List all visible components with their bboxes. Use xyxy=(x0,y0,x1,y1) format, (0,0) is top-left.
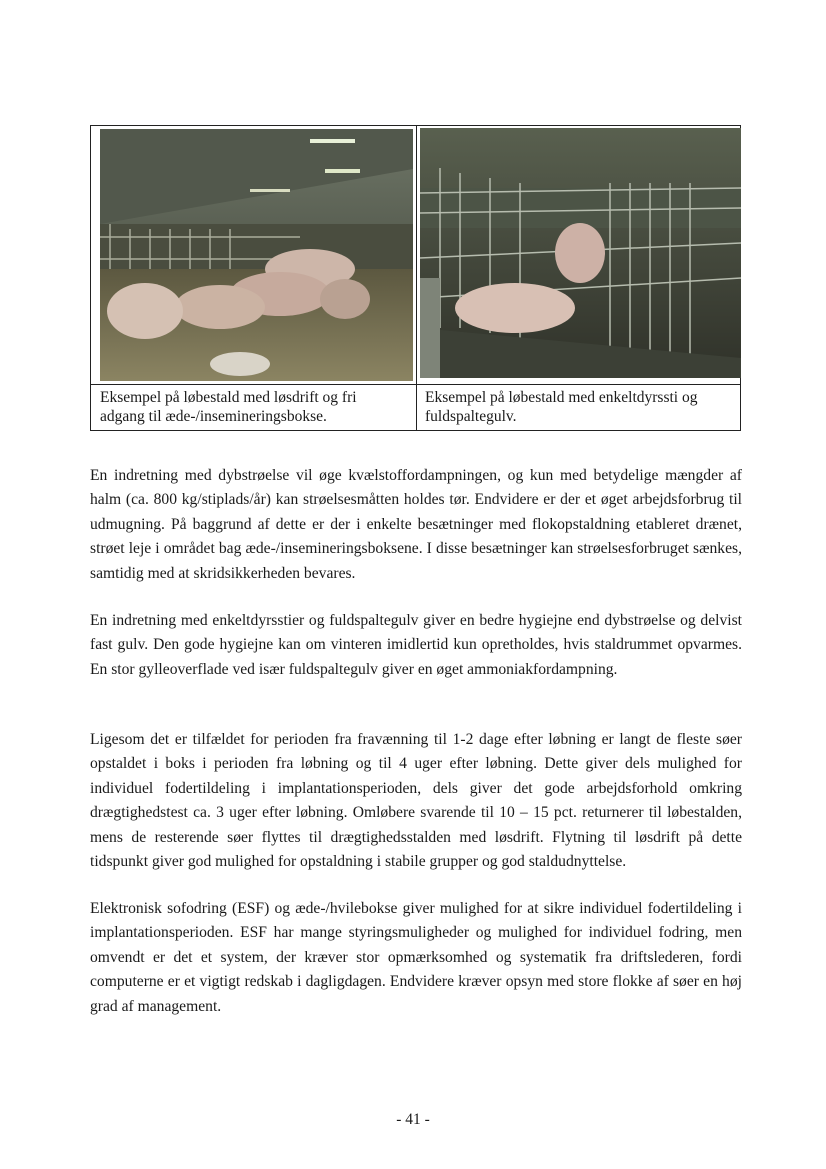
figure-row-divider xyxy=(91,384,740,385)
paragraph-housing-period: Ligesom det er tilfældet for perioden fra fravænning til 1-2 dage efter løbning er langt de fleste søer opstaldet i boks i perioden fra løbning og til 4 uger efter løbning. Dette giver dels mulighed for individuel fodertildeling i implantationsperioden, dels giver det gode arbejdsforhold omkring drægtighedstest ca. 3 uger efter løbning. Omløbere svarende til 10 – 15 pct. returnerer til løbestalden, mens de resterende søer flyttes til drægtighedsstalden med løsdrift. Flytning til løsdrift på dette tidspunkt giver god mulighed for opstaldning i stabile grupper og god staldudnyttelse. xyxy=(90,730,742,871)
left-figure-caption: Eksempel på løbestald med løsdrift og fri adgang til æde-/insemineringsbokse. xyxy=(100,389,357,425)
right-figure-caption: Eksempel på løbestald med enkeltdyrssti og fuldspaltegulv. xyxy=(425,389,698,425)
group-housing-photo xyxy=(100,129,413,381)
page-number: - 41 - xyxy=(396,1111,430,1128)
figure-table xyxy=(90,125,741,431)
paragraph-deep-litter: En indretning med dybstrøelse vil øge kvælstoffordampningen, og kun med betydelige mængder af halm (ca. 800 kg/stiplads/år) kan strøelsesmåtten holdes tør. Endvidere er der et øget arbejdsforbrug til udmugning. På baggrund af dette er der i enkelte besætninger med flokopstaldning etableret drænet, strøet leje i området bag æde-/insemineringsboksene. I disse besætninger kan strøelsesforbruget sænkes, samtidig med at skridsikkerheden bevares. xyxy=(90,466,742,582)
paragraph-electronic-feeding: Elektronisk sofodring (ESF) og æde-/hvilebokse giver mulighed for at sikre individuel fodertildeling i implantationsperioden. ESF har mange styringsmuligheder og mulighed for individuel fodring, men omvendt er det et system, der kræver stor opmærksomhed og systematik fra driftslederen, fordi computerne er et vigtigt redskab i dagligdagen. Endvidere kræver opsyn med store flokke af søer en høj grad af management. xyxy=(90,899,742,1015)
individual-stall-photo xyxy=(420,128,741,378)
paragraph-slatted-floor: En indretning med enkeltdyrsstier og fuldspaltegulv giver en bedre hygiejne end dybstrøelse og delvist fast gulv. Den gode hygiejne kan om vinteren imidlertid kun opretholdes, hvis staldrummet opvarmes. En stor gylleoverflade ved især fuldspaltegulv giver en øget ammoniakfordampning. xyxy=(90,611,742,678)
